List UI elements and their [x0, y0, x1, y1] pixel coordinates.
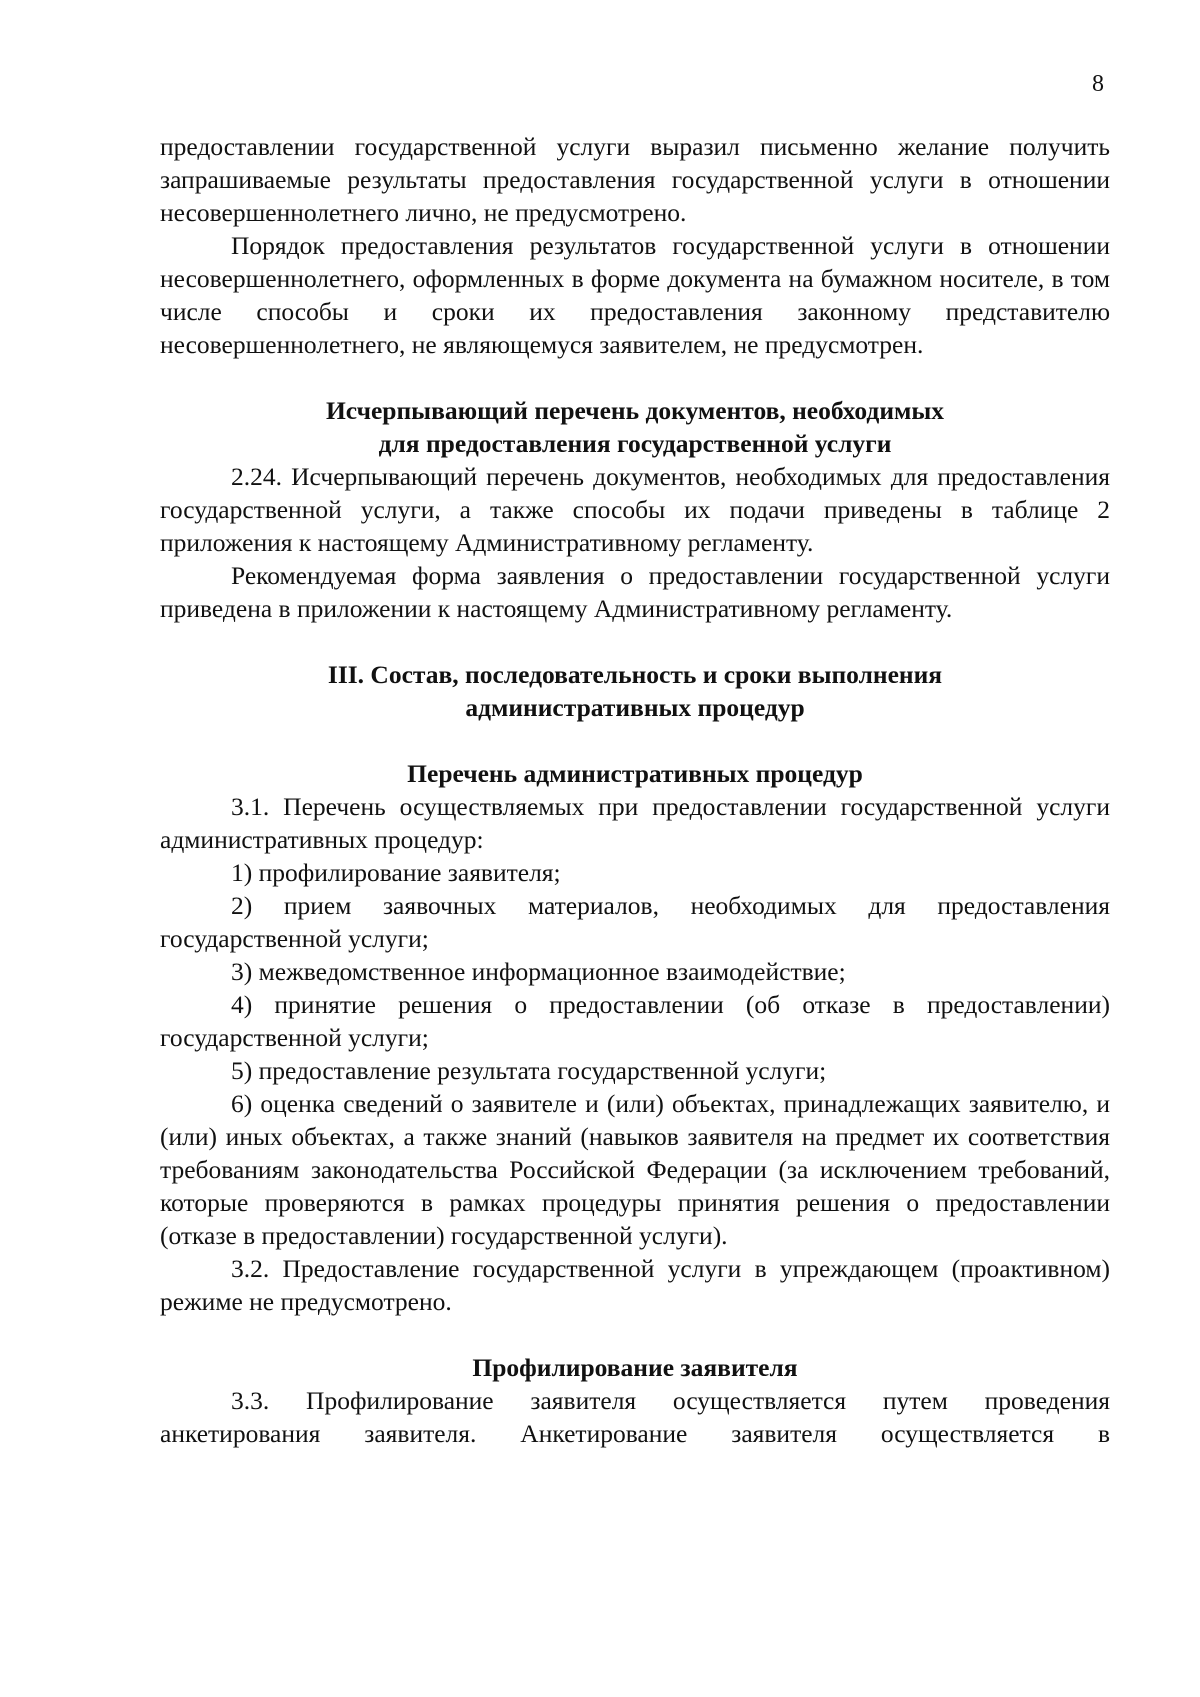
section-heading-documents-line1: Исчерпывающий перечень документов, необходимых — [325, 396, 945, 425]
section-heading-documents-line2: для предоставления государственной услуги — [378, 429, 892, 458]
list-item: 3) межведомственное информационное взаимодействие; — [231, 957, 846, 986]
list-item: 1) профилирование заявителя; — [231, 858, 561, 887]
chapter-heading-iii-line2: административных процедур — [465, 693, 805, 722]
paragraph-2-24: 2.24. Исчерпывающий перечень документов, необходимых для предоставления государственной услуги, а также способы их подачи приведены в таблице 2 приложения к настоящему Административному регламенту. — [160, 462, 1110, 557]
paragraph-order-of-results: Порядок предоставления результатов государственной услуги в отношении несовершеннолетнего, оформленных в форме документа на бумажном носителе, в том числе способы и сроки их предоставления законному представителю несовершеннолетнего, не являющемуся заявителем, не предусмотрен. — [160, 231, 1110, 359]
section-heading-profiling: Профилирование заявителя — [472, 1353, 798, 1382]
list-item: 4) принятие решения о предоставлении (об отказе в предоставлении) государственной услуги; — [160, 990, 1110, 1052]
list-item: 6) оценка сведений о заявителе и (или) объектах, принадлежащих заявителю, и (или) иных объектах, а также знаний (навыков заявителя на предмет их соответствия требованиям законодательства Российской Федерации (за исключением требований, которые проверяются в рамках процедуры принятия решения о предоставлении (отказе в предоставлении) государственной услуги). — [160, 1089, 1110, 1250]
list-item: 5) предоставление результата государственной услуги; — [231, 1056, 827, 1085]
chapter-heading-iii-line1: III. Состав, последовательность и сроки выполнения — [327, 660, 943, 689]
section-heading-procedures-list: Перечень административных процедур — [407, 759, 863, 788]
list-item: 2) прием заявочных материалов, необходимых для предоставления государственной услуги; — [160, 891, 1110, 953]
page-number: 8 — [1092, 71, 1104, 97]
paragraph-application-form: Рекомендуемая форма заявления о предоставлении государственной услуги приведена в приложении к настоящему Административному регламенту. — [160, 561, 1110, 623]
paragraph-3-1: 3.1. Перечень осуществляемых при предоставлении государственной услуги административных процедур: — [160, 792, 1110, 854]
paragraph-continuation: предоставлении государственной услуги выразил письменно желание получить запрашиваемые результаты предоставления государственной услуги в отношении несовершеннолетнего лично, не предусмотрено. — [160, 132, 1110, 227]
paragraph-3-3: 3.3. Профилирование заявителя осуществляется путем проведения анкетирования заявителя. Анкетирование заявителя осуществляется в — [160, 1386, 1110, 1448]
document-body — [160, 130, 1110, 1450]
paragraph-3-2: 3.2. Предоставление государственной услуги в упреждающем (проактивном) режиме не предусмотрено. — [160, 1254, 1110, 1316]
